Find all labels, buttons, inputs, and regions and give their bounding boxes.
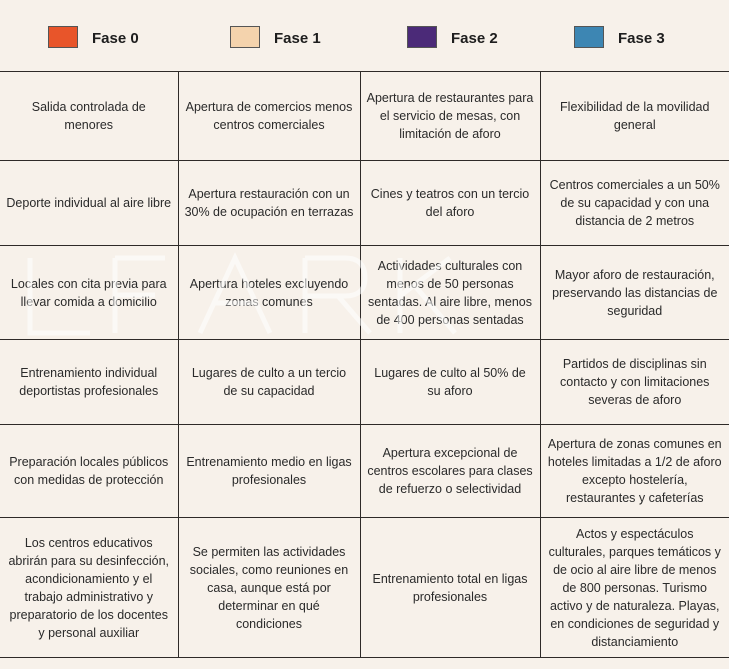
table-row <box>0 425 729 518</box>
legend-label-fase-2: Fase 2 <box>451 30 498 47</box>
measure-cell-fase-3: Apertura de zonas comunes en hoteles limitadas a 1/2 de aforo excepto hostelería, restaurantes y cafeterías <box>540 425 729 518</box>
measure-cell-fase-1: Apertura restauración con un 30% de ocupación en terrazas <box>178 161 360 246</box>
legend-swatch-fase-1 <box>230 26 260 48</box>
measure-cell-fase-3: Centros comerciales a un 50% de su capacidad y con una distancia de 2 metros <box>540 161 729 246</box>
measure-cell-fase-2: Actividades culturales con menos de 50 personas sentadas. Al aire libre, menos de 400 personas sentadas <box>360 246 540 340</box>
phase-measures-table <box>0 71 729 658</box>
measure-cell-fase-3: Mayor aforo de restauración, preservando las distancias de seguridad <box>540 246 729 340</box>
measure-cell-fase-0: Deporte individual al aire libre <box>0 161 178 246</box>
measure-cell-fase-1: Apertura hoteles excluyendo zonas comunes <box>178 246 360 340</box>
legend-label-fase-1: Fase 1 <box>274 30 321 47</box>
measure-cell-fase-0: Entrenamiento individual deportistas profesionales <box>0 340 178 425</box>
phase-legend <box>0 0 729 70</box>
measure-cell-fase-2: Cines y teatros con un tercio del aforo <box>360 161 540 246</box>
legend-swatch-fase-0 <box>48 26 78 48</box>
legend-label-fase-3: Fase 3 <box>618 30 665 47</box>
measure-cell-fase-2: Lugares de culto al 50% de su aforo <box>360 340 540 425</box>
measure-cell-fase-2: Entrenamiento total en ligas profesionales <box>360 518 540 658</box>
table-row <box>0 246 729 340</box>
legend-label-fase-0: Fase 0 <box>92 30 139 47</box>
measure-cell-fase-3: Flexibilidad de la movilidad general <box>540 72 729 161</box>
measure-cell-fase-0: Los centros educativos abrirán para su desinfección, acondicionamiento y el trabajo administrativo y preparatorio de los docentes y personal auxiliar <box>0 518 178 658</box>
table-row <box>0 518 729 658</box>
measure-cell-fase-1: Se permiten las actividades sociales, como reuniones en casa, aunque está por determinar en qué condiciones <box>178 518 360 658</box>
measure-cell-fase-0: Salida controlada de menores <box>0 72 178 161</box>
measure-cell-fase-3: Partidos de disciplinas sin contacto y con limitaciones severas de aforo <box>540 340 729 425</box>
measure-cell-fase-0: Preparación locales públicos con medidas de protección <box>0 425 178 518</box>
table-row <box>0 161 729 246</box>
legend-swatch-fase-2 <box>407 26 437 48</box>
measure-cell-fase-2: Apertura de restaurantes para el servicio de mesas, con limitación de aforo <box>360 72 540 161</box>
table-row <box>0 72 729 161</box>
table-body <box>0 72 729 658</box>
measure-cell-fase-3: Actos y espectáculos culturales, parques temáticos y de ocio al aire libre de menos de 800 personas. Turismo activo y de naturaleza. Playas, en condiciones de seguridad y distanciamiento <box>540 518 729 658</box>
measure-cell-fase-1: Entrenamiento medio en ligas profesionales <box>178 425 360 518</box>
measure-cell-fase-0: Locales con cita previa para llevar comida a domicilio <box>0 246 178 340</box>
measure-cell-fase-2: Apertura excepcional de centros escolares para clases de refuerzo o selectividad <box>360 425 540 518</box>
legend-swatch-fase-3 <box>574 26 604 48</box>
measure-cell-fase-1: Apertura de comercios menos centros comerciales <box>178 72 360 161</box>
measure-cell-fase-1: Lugares de culto a un tercio de su capacidad <box>178 340 360 425</box>
table-row <box>0 340 729 425</box>
